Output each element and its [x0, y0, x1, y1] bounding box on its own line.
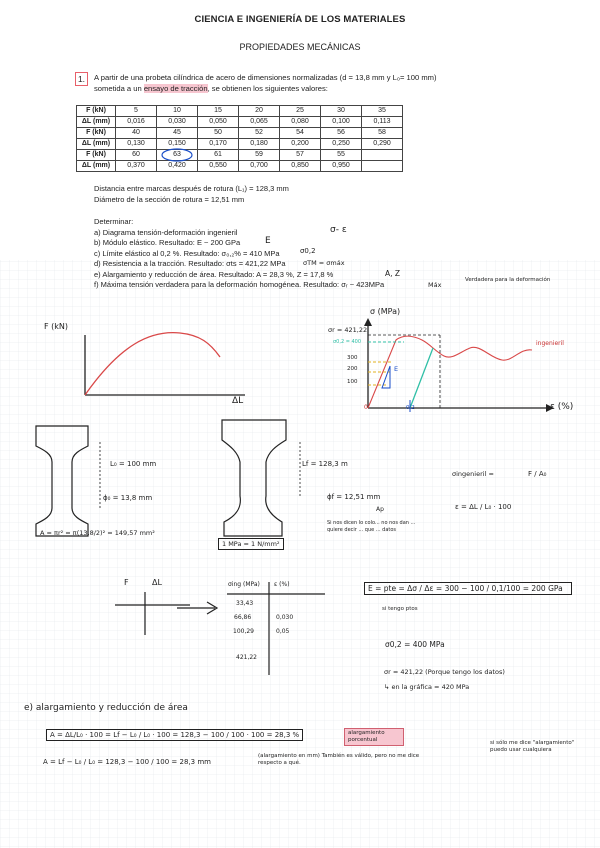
table-cell: 58: [362, 128, 403, 139]
note-f-true: Verdadera para la deformación: [465, 277, 551, 283]
table-cell-circled: [157, 150, 198, 161]
ss-offset-line: [410, 348, 433, 408]
task-d: d) Resistencia a la tracción. Resultado: σts = 421,22 MPa: [94, 259, 286, 268]
table-row-label: F (kN): [77, 150, 116, 161]
table-cell: 60: [116, 150, 157, 161]
ss-tick-300: 300: [347, 355, 358, 361]
sr-result-graph: ↳ en la gráfica = 420 MPa: [384, 683, 470, 691]
given-d1: Diámetro de la sección de rotura = 12,51 mm: [94, 194, 245, 204]
sigma-ing-label: σingenieril =: [452, 470, 494, 478]
ss-s02-label: σ0,2 = 400: [333, 339, 362, 345]
table-row: [77, 117, 403, 128]
ttable2-cell: 33,43: [236, 600, 254, 607]
table-cell: 0,250: [321, 139, 362, 150]
modulus-note: si tengo ptos: [382, 606, 418, 612]
table-row-label: F (kN): [77, 106, 116, 117]
area-formula: A = πr² = π(13,8/2)² = 149,57 mm²: [40, 529, 155, 537]
ttable2-cell: 421,22: [236, 654, 257, 661]
elongation-mm-calc: A = Lf − L₀ / L₀ = 128,3 − 100 / 100 = 28,3 mm: [43, 758, 211, 766]
table-row: [77, 128, 403, 139]
elongation-side-note: si sólo me dice "alargamiento" puedo usar cualquiera: [490, 740, 575, 753]
ss-x02-label: 0,2: [406, 405, 415, 411]
ttable-dl-header: ΔL: [152, 578, 162, 587]
table-cell: 57: [280, 150, 321, 161]
note-f-max: Máx: [428, 281, 442, 289]
ss-origin-label: 0: [364, 404, 368, 411]
elongation-label: alargamiento porcentual: [344, 728, 404, 746]
table-cell: 61: [198, 150, 239, 161]
table-row: [77, 139, 403, 150]
ttable-f-header: F: [124, 578, 129, 587]
table-row-label: ΔL (mm): [77, 161, 116, 172]
table-cell: 0,016: [116, 117, 157, 128]
data-table: [76, 105, 403, 172]
s02-result: σ0,2 = 400 MPa: [385, 640, 445, 649]
ss-sr-label: σr = 421,22: [328, 326, 368, 334]
lf-label: Lf = 128,3 m: [302, 460, 348, 468]
circled-max-value: 63: [173, 151, 181, 158]
table-cell: 5: [116, 106, 157, 117]
note-b: E: [265, 236, 271, 246]
task-a: a) Diagrama tensión-deformación ingenieril: [94, 227, 238, 237]
l0-label: L₀ = 100 mm: [110, 460, 157, 468]
table-cell: [362, 150, 403, 161]
table-cell: 55: [321, 150, 362, 161]
ss-x-label: ε (%): [550, 402, 574, 412]
table-cell: [362, 161, 403, 172]
table-cell: 0,050: [198, 117, 239, 128]
table-cell: 0,290: [362, 139, 403, 150]
table-cell: 30: [321, 106, 362, 117]
specimen-fractured: [210, 418, 300, 538]
elongation-mm-note: (alargamiento en mm) También es válido, pero no me dice respecto a qué.: [258, 753, 420, 766]
ttable2-h1: σing (MPa): [228, 581, 260, 588]
fl-curve: [85, 333, 220, 395]
ss-tick-100: 100: [347, 379, 358, 385]
modulus-calc: E = pte = Δσ / Δε = 300 − 100 / 0,1/100 = 200 GPa: [364, 582, 572, 595]
table-cell: 0,180: [239, 139, 280, 150]
note-d: σTM = σmáx: [303, 259, 345, 267]
sr-result: σr = 421,22 (Porque tengo los datos): [384, 668, 505, 676]
table-row-label: ΔL (mm): [77, 117, 116, 128]
task-f: f) Máxima tensión verdadera para la deformación homogénea. Resultado: σᵣ ~ 423MPa: [94, 280, 385, 289]
table-row: [77, 150, 403, 161]
table-cell: 0,550: [198, 161, 239, 172]
table-cell: 0,150: [157, 139, 198, 150]
ttable2-h2: ε (%): [274, 581, 290, 588]
table-cell: 35: [362, 106, 403, 117]
table-cell: 59: [239, 150, 280, 161]
arrow-right-icon: [175, 598, 225, 618]
page-subtitle: PROPIEDADES MECÁNICAS: [239, 42, 361, 52]
problem-intro-b2: , se obtienen los siguientes valores:: [207, 84, 328, 93]
problem-statement: [94, 72, 494, 94]
task-e: e) Alargamiento y reducción de área. Resultado: A = 28,3 %, Z = 17,8 %: [94, 269, 334, 279]
ss-curve-label: ingenieril: [536, 340, 564, 347]
table-cell: 0,113: [362, 117, 403, 128]
table-cell: 54: [280, 128, 321, 139]
stress-note: Si nos dicen lo colo... no nos dan ... quiere decir ... que ... datos: [327, 520, 416, 533]
tasks-heading: Determinar:: [94, 217, 134, 226]
table-cell: 0,100: [321, 117, 362, 128]
table-cell: 40: [116, 128, 157, 139]
problem-number: 1.: [75, 72, 88, 86]
table-cell: 0,130: [116, 139, 157, 150]
table-cell: 10: [157, 106, 198, 117]
table-cell: 50: [198, 128, 239, 139]
table-cell: 0,370: [116, 161, 157, 172]
section-e-heading: e) alargamiento y reducción de área: [24, 703, 188, 713]
table-cell: 0,200: [280, 139, 321, 150]
ss-y-label: σ (MPa): [370, 307, 401, 316]
table-cell: 15: [198, 106, 239, 117]
ss-e-label: E: [394, 365, 399, 373]
table-cell: 56: [321, 128, 362, 139]
table-cell: 20: [239, 106, 280, 117]
phi0-label: ϕ₀ = 13,8 mm: [103, 494, 153, 502]
problem-intro-a: A partir de una probeta cilíndrica de acero de dimensiones normalizadas (d = 13,8 mm y L₀= 100 mm): [94, 73, 437, 82]
problem-intro-b1: sometida a un: [94, 84, 144, 93]
ttable2-cell: 0,05: [276, 628, 290, 635]
table-cell: 0,080: [280, 117, 321, 128]
sigma-ing-formula: F / A₀: [528, 470, 547, 478]
fl-x-label: ΔL: [232, 396, 244, 406]
table-row-label: F (kN): [77, 128, 116, 139]
fl-y-label: F (kN): [44, 322, 69, 331]
task-c: c) Límite elástico al 0,2 %. Resultado: σ₀,₂% = 410 MPa: [94, 248, 280, 258]
blue-circle-mark: [160, 148, 194, 162]
ss-curve: [368, 336, 532, 408]
note-c: σ0,2: [300, 247, 316, 255]
table-cell: 52: [239, 128, 280, 139]
ttable2-cell: 66,86: [234, 614, 252, 621]
table-row: [77, 161, 403, 172]
elongation-calc: A = ΔL/L₀ · 100 = Lf − L₀ / L₀ · 100 = 128,3 − 100 / 100 · 100 = 28,3 %: [46, 729, 303, 741]
problem-intro-highlight: ensayo de tracción: [143, 84, 208, 93]
ttable2-cell: 100,29: [233, 628, 254, 635]
table-cell: 0,700: [239, 161, 280, 172]
given-l1: Distancia entre marcas después de rotura (L₁) = 128,3 mm: [94, 184, 289, 193]
strain-formula: ε = ΔL / L₀ · 100: [455, 503, 512, 511]
ss-tick-200: 200: [347, 366, 358, 372]
page-title: CIENCIA E INGENIERÍA DE LOS MATERIALES: [194, 14, 406, 25]
table-cell: 0,950: [321, 161, 362, 172]
mpa-definition: 1 MPa = 1 N/mm²: [218, 538, 284, 550]
ap-label: Ap: [376, 506, 384, 513]
note-e: A, Z: [385, 269, 401, 278]
note-a: σ- ε: [330, 225, 347, 235]
table-cell: 0,065: [239, 117, 280, 128]
table-cell: 0,850: [280, 161, 321, 172]
table-cell: 45: [157, 128, 198, 139]
given-data: [94, 184, 289, 205]
table-cell: 0,170: [198, 139, 239, 150]
ttable2-cell: 0,030: [276, 614, 294, 621]
task-b: b) Módulo elástico. Resultado: E ~ 200 GPa: [94, 238, 241, 247]
phif-label: ϕf = 12,51 mm: [327, 493, 381, 501]
table-row-label: ΔL (mm): [77, 139, 116, 150]
table-cell: 25: [280, 106, 321, 117]
table-cell: 0,420: [157, 161, 198, 172]
table-row: [77, 106, 403, 117]
table-cell: 0,030: [157, 117, 198, 128]
lf-dimension: [290, 440, 310, 500]
